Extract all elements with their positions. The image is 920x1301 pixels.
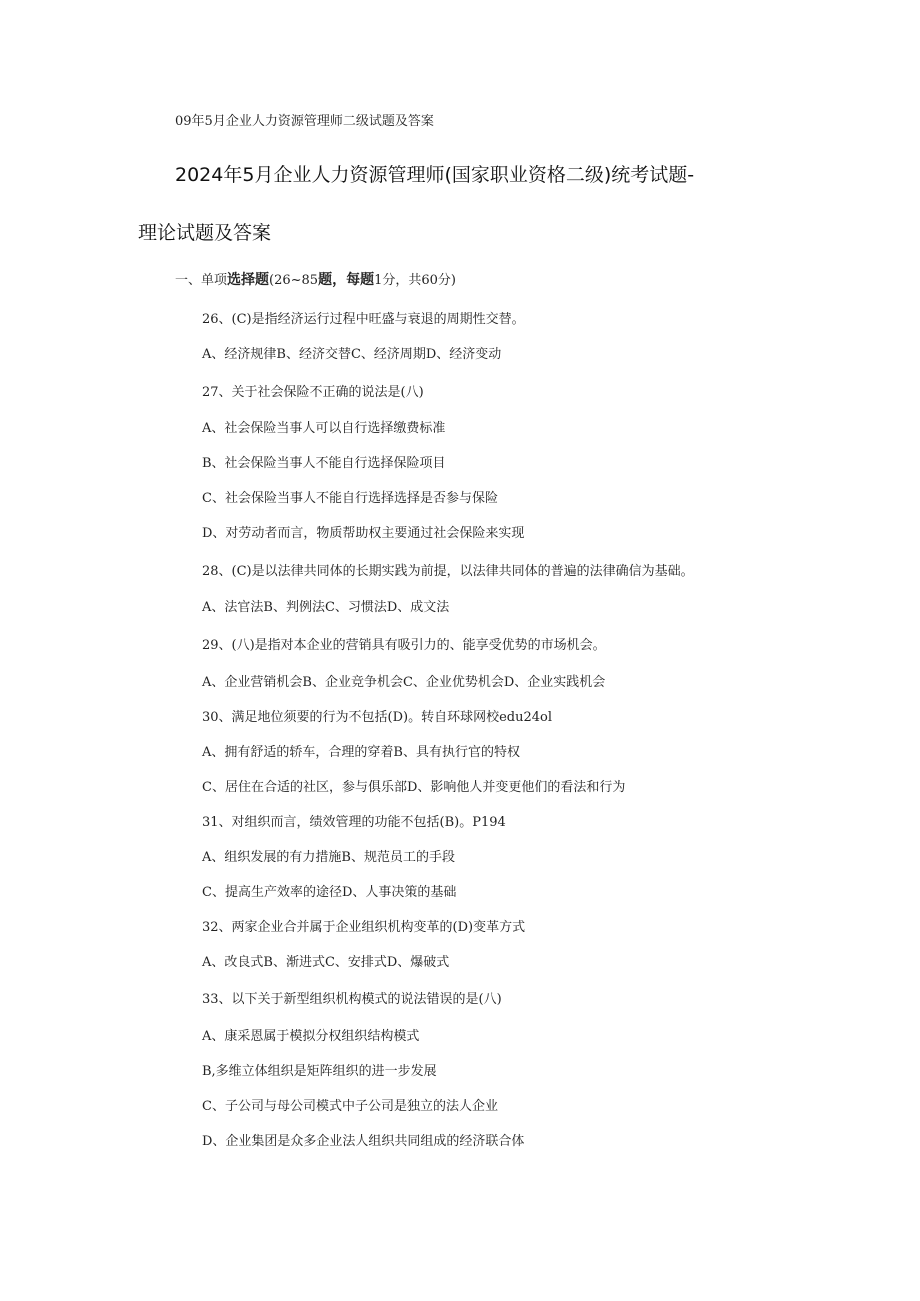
question-line: 31、对组织而言，绩效管理的功能不包括(B)。P194 xyxy=(202,815,506,830)
option-line: C、提高生产效率的途径D、人事决策的基础 xyxy=(202,885,457,900)
option-line: C、社会保险当事人不能自行选择选择是否参与保险 xyxy=(202,491,498,506)
question-line: 32、两家企业合并属于企业组织机构变革的(D)变革方式 xyxy=(202,920,526,935)
option-line: A、组织发展的有力措施B、规范员工的手段 xyxy=(202,850,455,865)
document-pre-title: 09年5月企业人力资源管理师二级试题及答案 xyxy=(175,114,434,129)
section-heading xyxy=(175,271,456,290)
section-heading-prefix: 一、单项 xyxy=(175,273,228,288)
option-line: A、法官法B、判例法C、习惯法D、成文法 xyxy=(202,600,450,615)
option-line: A、拥有舒适的轿车，合理的穿着B、具有执行官的特权 xyxy=(202,745,520,760)
section-heading-bold-2: 题，每题 xyxy=(318,272,375,288)
option-line: A、社会保险当事人可以自行选择缴费标准 xyxy=(202,421,446,436)
question-line: 29、(八)是指对本企业的营销具有吸引力的、能享受优势的市场机会。 xyxy=(202,638,606,653)
section-heading-mid-2: 1分，共60分) xyxy=(374,273,456,288)
question-line: 28、(C)是以法律共同体的长期实践为前提，以法律共同体的普遍的法律确信为基础。 xyxy=(202,564,694,579)
question-line: 33、以下关于新型组织机构模式的说法错误的是(八) xyxy=(202,992,502,1007)
document-title-line-2: 理论试题及答案 xyxy=(138,222,272,244)
option-line: A、改良式B、渐进式C、安排式D、爆破式 xyxy=(202,955,450,970)
option-line: B,多维立体组织是矩阵组织的进一步发展 xyxy=(202,1064,437,1079)
option-line: D、对劳动者而言，物质帮助权主要通过社会保险来实现 xyxy=(202,526,525,541)
option-line: A、企业营销机会B、企业竞争机会C、企业优势机会D、企业实践机会 xyxy=(202,675,606,690)
section-heading-bold-1: 选择题 xyxy=(227,272,270,288)
option-line: D、企业集团是众多企业法人组织共同组成的经济联合体 xyxy=(202,1134,525,1149)
option-line: B、社会保险当事人不能自行选择保险项目 xyxy=(202,456,446,471)
document-title-line-1: 2024年5月企业人力资源管理师(国家职业资格二级)统考试题- xyxy=(175,164,695,186)
option-line: C、子公司与母公司模式中子公司是独立的法人企业 xyxy=(202,1099,498,1114)
question-line: 30、满足地位须要的行为不包括(D)。转自环球网校edu24ol xyxy=(202,710,553,725)
option-line: C、居住在合适的社区，参与俱乐部D、影响他人并变更他们的看法和行为 xyxy=(202,780,626,795)
option-line: A、康采恩属于模拟分权组织结构模式 xyxy=(202,1029,420,1044)
section-heading-mid-1: (26~85 xyxy=(269,273,319,288)
question-line: 26、(C)是指经济运行过程中旺盛与衰退的周期性交替。 xyxy=(202,312,525,327)
question-line: 27、关于社会保险不正确的说法是(八) xyxy=(202,385,424,400)
option-line: A、经济规律B、经济交替C、经济周期D、经济变动 xyxy=(202,347,502,362)
